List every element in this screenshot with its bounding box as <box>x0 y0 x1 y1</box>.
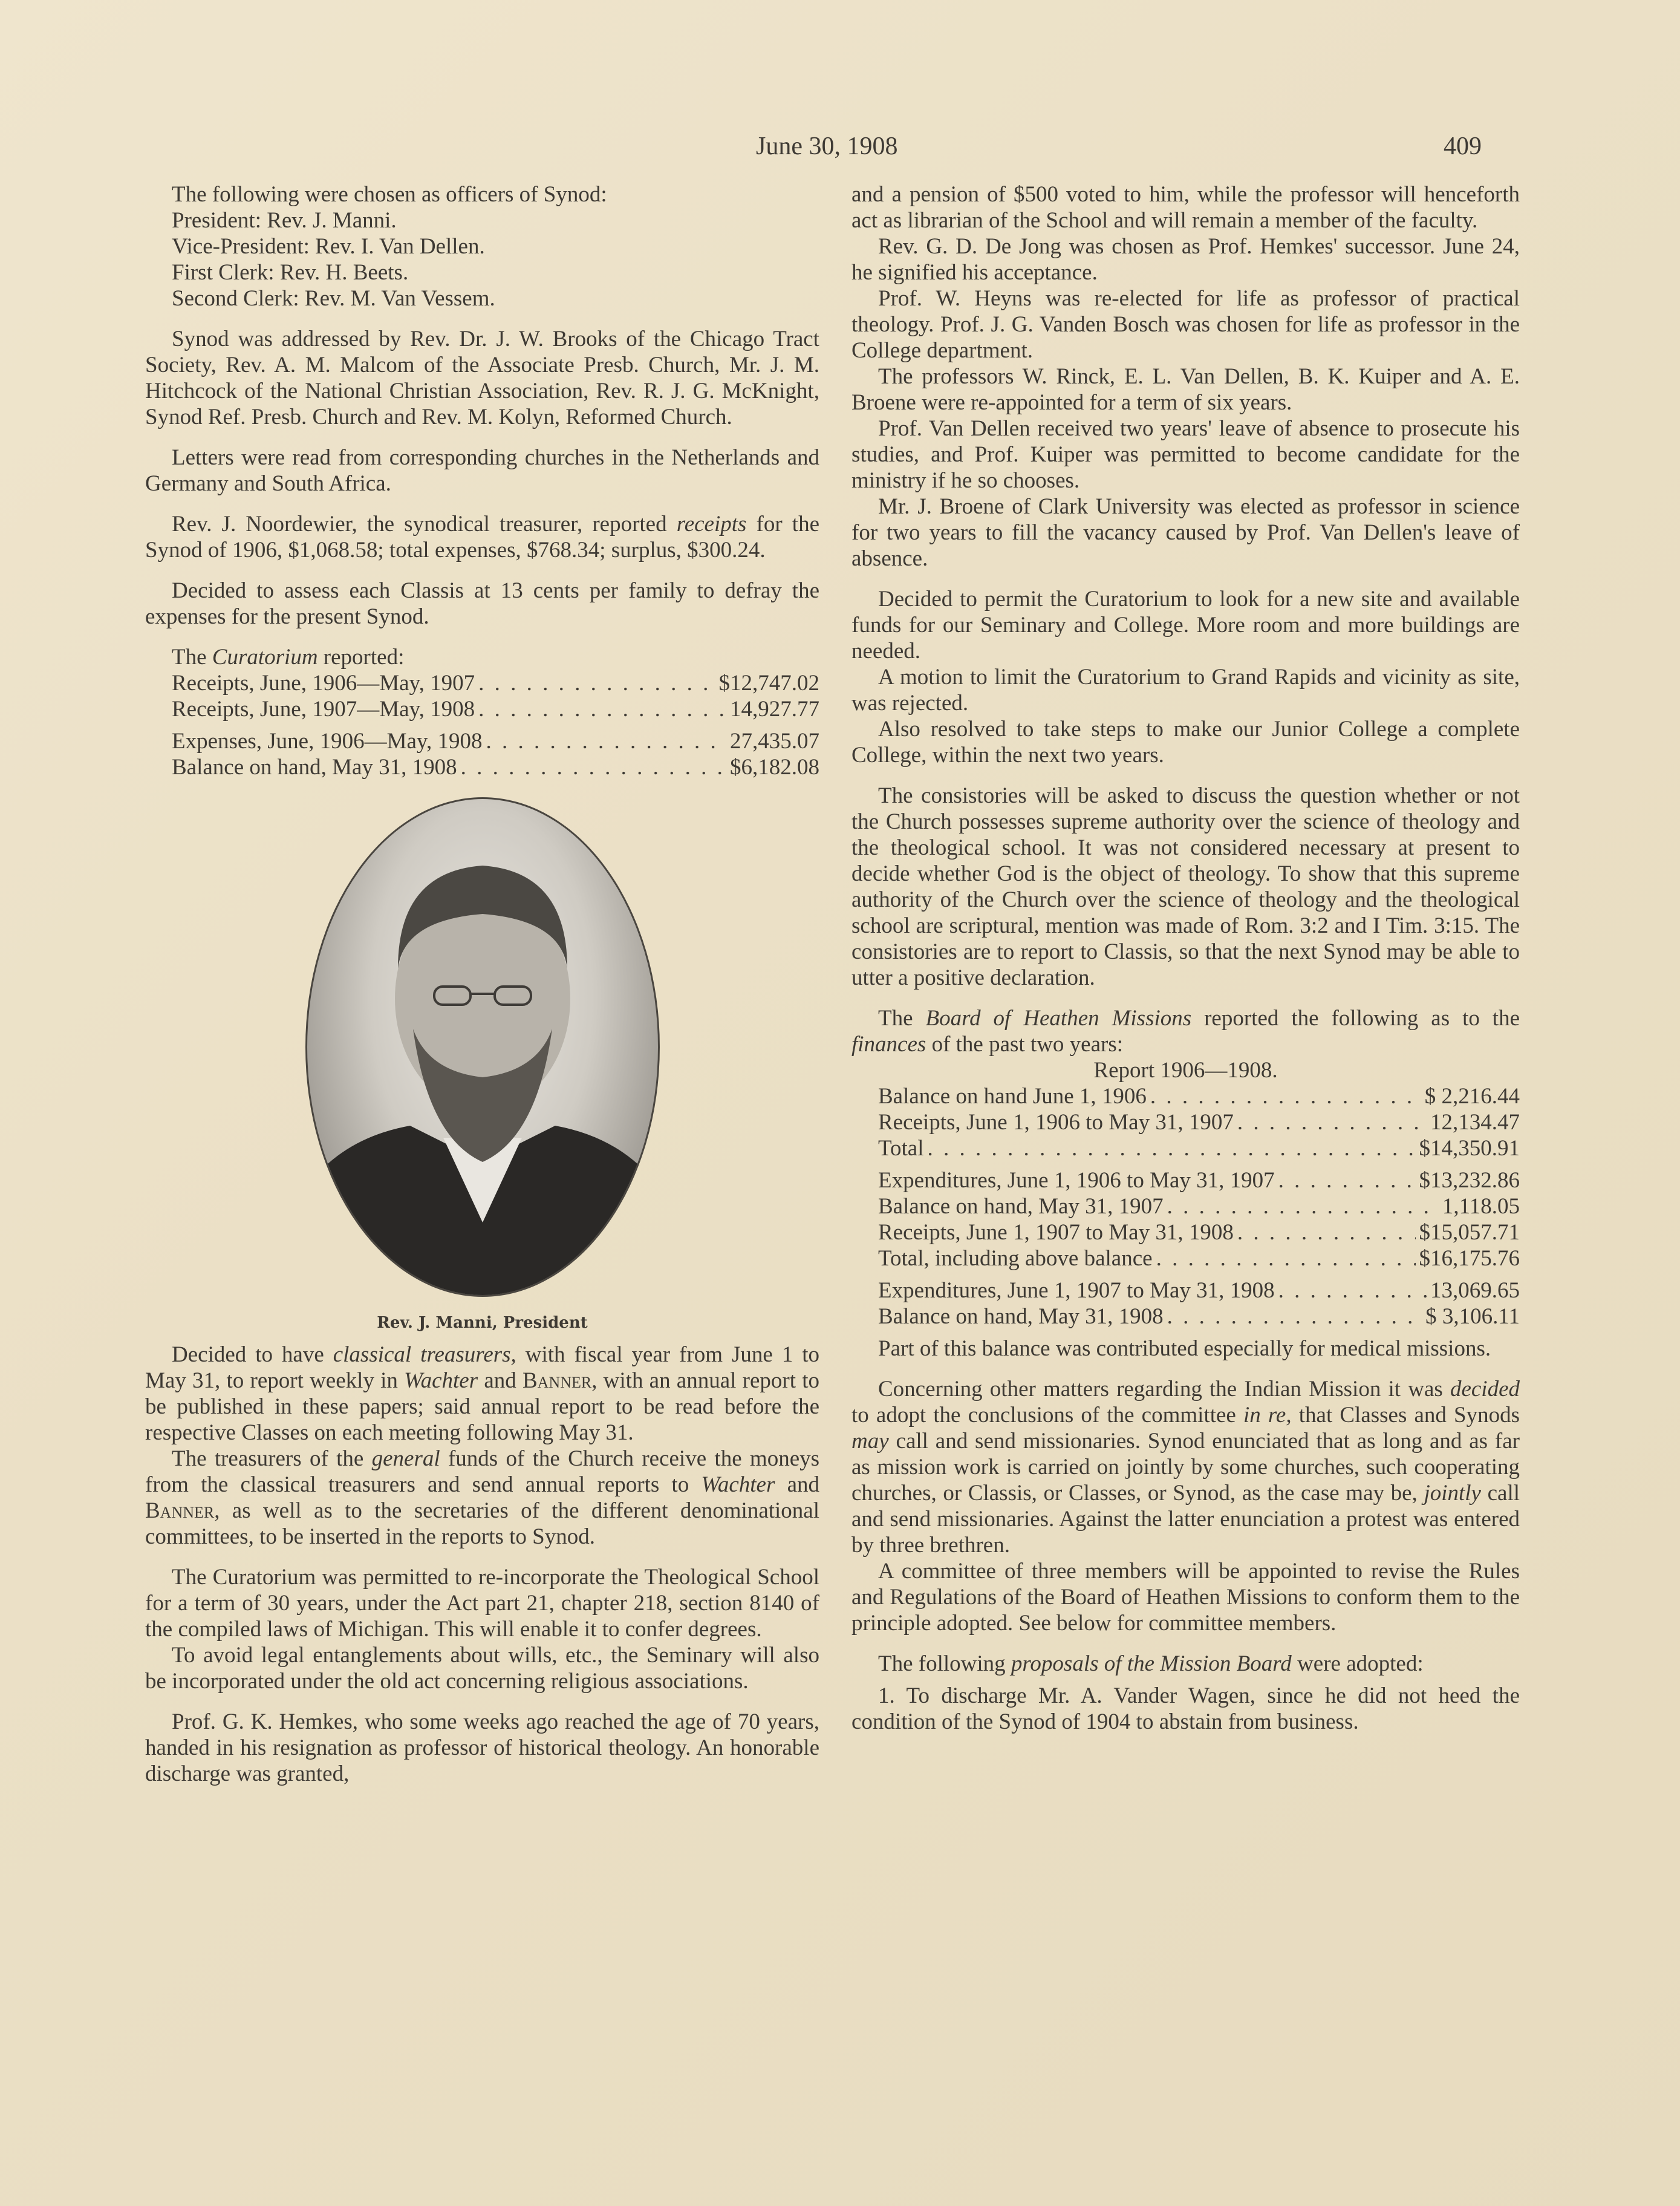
paragraph-pension: and a pension of $500 voted to him, while the professor will henceforth act as librarian of the School and will remain a member of the faculty. <box>851 182 1520 233</box>
paragraph-discharge: 1. To discharge Mr. A. Vander Wagen, since he did not heed the condition of the Synod of 1904 to abstain from business. <box>851 1683 1520 1734</box>
paragraph-treasurer: Rev. J. Noordewier, the synodical treasurer, reported receipts for the Synod of 1906, $1,068.58; total expenses, $768.34; surplus, $300.24. <box>145 512 819 563</box>
paragraph-broene: Mr. J. Broene of Clark University was elected as professor in science for two years to fill the vacancy caused by Prof. Van Dellen's leave of absence. <box>851 494 1520 571</box>
ledger-row: Balance on hand June 1, 1906 . . . $ 2,216.44 <box>851 1083 1520 1109</box>
portrait-illustration <box>307 799 658 1295</box>
ledger-row: Expenses, June, 1906—May, 1908 . . . 27,435.07 <box>145 728 819 754</box>
ledger-row: Expenditures, June 1, 1907 to May 31, 1908 . . . 13,069.65 <box>851 1278 1520 1304</box>
paragraph-motion: A motion to limit the Curatorium to Grand Rapids and vicinity as site, was rejected. <box>851 665 1520 716</box>
issue-date: June 30, 1908 <box>756 132 898 160</box>
ledger-row: Receipts, June 1, 1907 to May 31, 1908 . . . $15,057.71 <box>851 1219 1520 1245</box>
officer-second-clerk: Second Clerk: Rev. M. Van Vessem. <box>172 286 495 311</box>
officers-list <box>145 181 819 312</box>
ledger-row: Receipts, June 1, 1906 to May 31, 1907 . . . 12,134.47 <box>851 1109 1520 1135</box>
paragraph-dejong: Rev. G. D. De Jong was chosen as Prof. Hemkes' successor. June 24, he signified his acceptance. <box>851 234 1520 285</box>
page-number: 409 <box>1444 132 1482 160</box>
paragraph-consistories: The consistories will be asked to discuss the question whether or not the Church possesses supreme authority over the science of theology and the theological school. It was not considered necessary at present to decide whether God is the object of theology. To show that this supreme authority of the Church over the science of theology and the theological school are scriptural, mention was made of Rom. 3:2 and I Tim. 3:15. The consistories are to report to Classis, so that the next Synod may be able to utter a positive declaration. <box>851 783 1520 990</box>
paragraph-reincorporate: The Curatorium was permitted to re-incorporate the Theological School for a term of 30 years, under the Act part 21, chapter 218, section 8140 of the compiled laws of Michigan. This will enable it to confer degrees. <box>145 1565 819 1642</box>
paragraph-committee: A committee of three members will be appointed to revise the Rules and Regulations of the Board of Heathen Missions to conform them to the principle adopted. See below for committee members. <box>851 1559 1520 1636</box>
paragraph-proposals: The following proposals of the Mission Board were adopted: <box>878 1651 1424 1676</box>
ledger-row: Receipts, June, 1906—May, 1907 . . . $12,747.02 <box>145 670 819 696</box>
ledger-row: Balance on hand, May 31, 1908 . . . $ 3,106.11 <box>851 1304 1520 1330</box>
paragraph-junior-college: Also resolved to take steps to make our Junior College a complete College, within the next two years. <box>851 717 1520 768</box>
ledger-row: Balance on hand, May 31, 1907 . . . 1,118.05 <box>851 1193 1520 1219</box>
paragraph-medical: Part of this balance was contributed especially for medical missions. <box>878 1336 1491 1361</box>
paragraph-heyns: Prof. W. Heyns was re-elected for life as professor of practical theology. Prof. J. G. Vanden Bosch was chosen for life as professor in the College department. <box>851 286 1520 363</box>
paragraph-vandellen: Prof. Van Dellen received two years' leave of absence to prosecute his studies, and Prof. Kuiper was permitted to become candidate for the ministry if he so chooses. <box>851 416 1520 493</box>
right-column <box>851 181 1520 1735</box>
report-title: Report 1906—1908. <box>1093 1058 1278 1083</box>
paragraph-rinck: The professors W. Rinck, E. L. Van Dellen, B. K. Kuiper and A. E. Broene were re-appointed for a term of six years. <box>851 364 1520 415</box>
portrait-caption: Rev. J. Manni, President <box>377 1314 588 1332</box>
officer-president: President: Rev. J. Manni. <box>172 208 397 233</box>
ledger-row: Balance on hand, May 31, 1908 . . . $6,182.08 <box>145 754 819 780</box>
officer-vice-president: Vice-President: Rev. I. Van Dellen. <box>172 234 485 259</box>
ledger-row: Total . . . $14,350.91 <box>851 1135 1520 1161</box>
paragraph-assess: Decided to assess each Classis at 13 cents per family to defray the expenses for the present Synod. <box>145 578 819 629</box>
mission-report-ledger <box>851 1083 1520 1330</box>
paragraph-indian-mission: Concerning other matters regarding the Indian Mission it was decided to adopt the conclusions of the committee in re, that Classes and Synods may call and send missionaries. Synod enunciated that as long and as far as mission work is carried on jointly by some churches, such cooperating churches, or Classis, or Classes, or Synod, as the case may be, jointly call and send missionaries. Against the latter enunciation a protest was entered by three brethren. <box>851 1377 1520 1558</box>
left-column <box>145 181 819 1787</box>
officers-intro: The following were chosen as officers of Synod: <box>172 182 607 207</box>
ledger-row: Receipts, June, 1907—May, 1908 . . . 14,927.77 <box>145 696 819 722</box>
paragraph-wills: To avoid legal entanglements about wills, etc., the Seminary will also be incorporated under the old act concerning religious associations. <box>145 1643 819 1694</box>
paragraph-addressed: Synod was addressed by Rev. Dr. J. W. Brooks of the Chicago Tract Society, Rev. A. M. Malcom of the Associate Presb. Church, Mr. J. M. Hitchcock of the National Christian Association, Rev. R. J. G. McKnight, Synod Ref. Presb. Church and Rev. M. Kolyn, Reformed Church. <box>145 327 819 429</box>
curatorium-heading: The Curatorium reported: <box>172 645 405 670</box>
paragraph-general-funds: The treasurers of the general funds of the Church receive the moneys from the classical treasurers and send annual reports to Wachter and Banner, as well as to the secretaries of the different denominational committees, to be inserted in the reports to Synod. <box>145 1446 820 1549</box>
ledger-row: Total, including above balance . . . $16,175.76 <box>851 1245 1520 1271</box>
portrait-figure <box>145 797 819 1342</box>
portrait-photo <box>305 797 660 1297</box>
paragraph-letters: Letters were read from corresponding churches in the Netherlands and Germany and South Africa. <box>145 445 819 496</box>
ledger-row: Expenditures, June 1, 1906 to May 31, 1907 . . . $13,232.86 <box>851 1167 1520 1193</box>
paragraph-hemkes: Prof. G. K. Hemkes, who some weeks ago reached the age of 70 years, handed in his resignation as professor of historical theology. An honorable discharge was granted, <box>145 1709 819 1786</box>
paragraph-site: Decided to permit the Curatorium to look for a new site and available funds for our Seminary and College. More room and more buildings are needed. <box>851 587 1520 664</box>
officer-first-clerk: First Clerk: Rev. H. Beets. <box>172 260 409 285</box>
curatorium-ledger <box>145 670 819 780</box>
paragraph-classical-treasurers: Decided to have classical treasurers, with fiscal year from June 1 to May 31, to report weekly in Wachter and Banner, with an annual report to be published in these papers; said annual report to be read before the respective Classes on each meeting following May 31. <box>145 1342 820 1445</box>
paragraph-board: The Board of Heathen Missions reported the following as to the finances of the past two years: <box>851 1006 1520 1057</box>
